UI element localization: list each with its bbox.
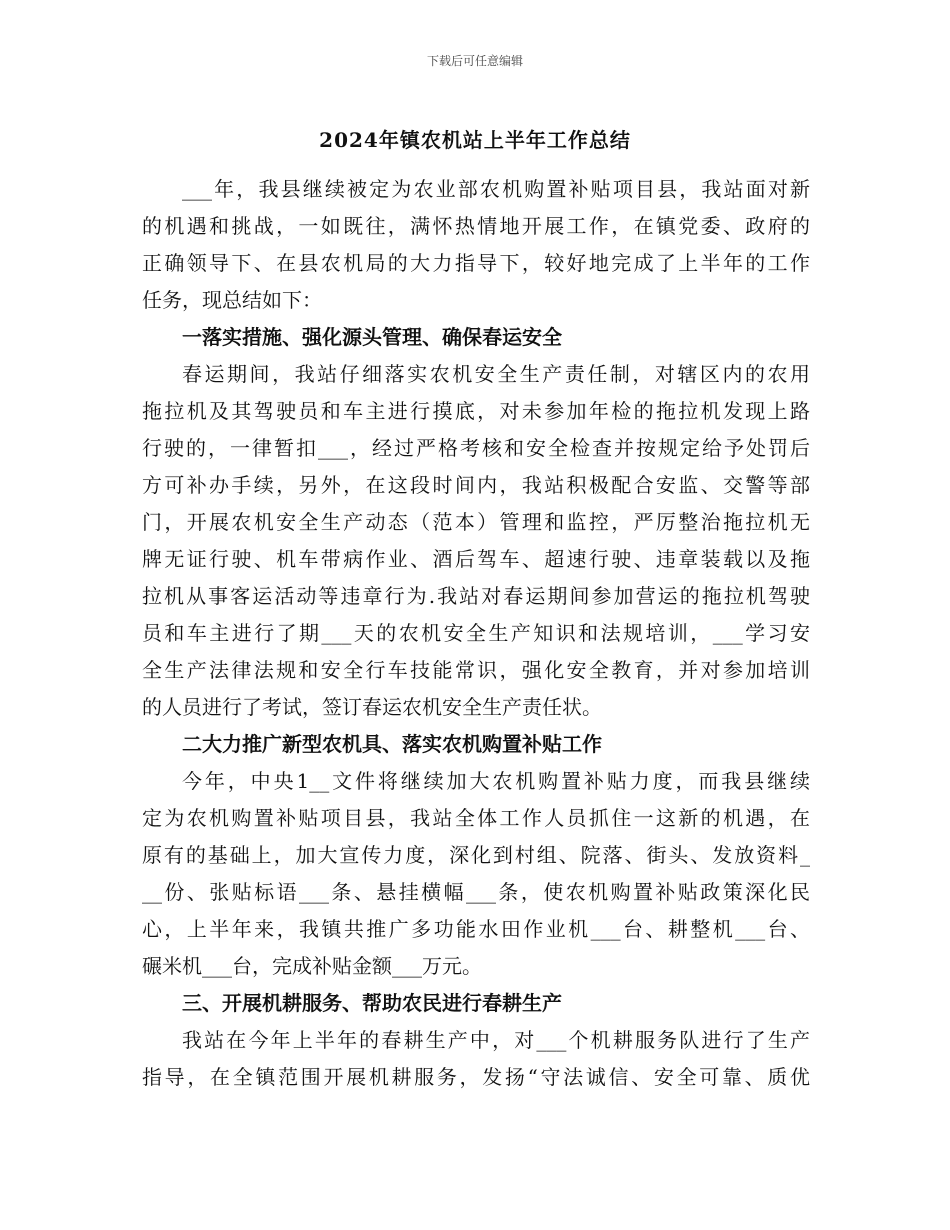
body-line: __份、张贴标语___条、悬挂横幅___条，使农机购置补贴政策深化民	[142, 880, 810, 904]
body-line: 春运期间，我站仔细落实农机安全生产责任制，对辖区内的农用	[182, 362, 810, 386]
body-line: 指导，在全镇范围开展机耕服务，发扬“守法诚信、安全可靠、质优	[142, 1065, 810, 1089]
body-line: 拉机从事客运活动等违章行为.我站对春运期间参加营运的拖拉机驾驶	[142, 584, 810, 608]
section-heading-3: 三、开展机耕服务、帮助农民进行春耕生产	[182, 991, 562, 1015]
body-line: 定为农机购置补贴项目县，我站全体工作人员抓住一这新的机遇，在	[142, 806, 810, 830]
body-line: 全生产法律法规和安全行车技能常识，强化安全教育，并对参加培训	[142, 658, 810, 682]
section-heading-2: 二大力推广新型农机具、落实农机购置补贴工作	[182, 732, 602, 756]
body-line: 方可补办手续，另外，在这段时间内，我站积极配合安监、交警等部	[142, 473, 810, 497]
body-line: 员和车主进行了期___天的农机安全生产知识和法规培训，___学习安	[142, 621, 810, 645]
body-line: 今年，中央1__文件将继续加大农机购置补贴力度，而我县继续	[182, 769, 810, 793]
body-line: 牌无证行驶、机车带病作业、酒后驾车、超速行驶、违章装载以及拖	[142, 547, 810, 571]
body-line: 我站在今年上半年的春耕生产中，对___个机耕服务队进行了生产	[182, 1028, 810, 1052]
body-line: 的人员进行了考试，签订春运农机安全生产责任状。	[142, 695, 602, 719]
body-line: 正确领导下、在县农机局的大力指导下，较好地完成了上半年的工作	[142, 251, 810, 275]
body-line: 拖拉机及其驾驶员和车主进行摸底，对未参加年检的拖拉机发现上路	[142, 399, 810, 423]
body-line: 心，上半年来，我镇共推广多功能水田作业机___台、耕整机___台、	[142, 917, 810, 941]
body-line: 的机遇和挑战，一如既往，满怀热情地开展工作，在镇党委、政府的	[142, 214, 810, 238]
section-heading-1: 一落实措施、强化源头管理、确保春运安全	[182, 325, 562, 349]
body-line: 任务，现总结如下：	[142, 288, 322, 312]
body-line: 碾米机___台，完成补贴金额___万元。	[142, 954, 482, 978]
page-header-note: 下载后可任意编辑	[426, 54, 523, 68]
body-line: 门，开展农机安全生产动态（范本）管理和监控，严厉整治拖拉机无	[142, 510, 810, 534]
body-line: ___年，我县继续被定为农业部农机购置补贴项目县，我站面对新	[182, 177, 810, 201]
document-title: 2024年镇农机站上半年工作总结	[319, 128, 631, 152]
body-line: 原有的基础上，加大宣传力度，深化到村组、院落、街头、发放资料_	[142, 843, 810, 867]
body-line: 行驶的，一律暂扣___，经过严格考核和安全检查并按规定给予处罚后	[142, 436, 810, 460]
